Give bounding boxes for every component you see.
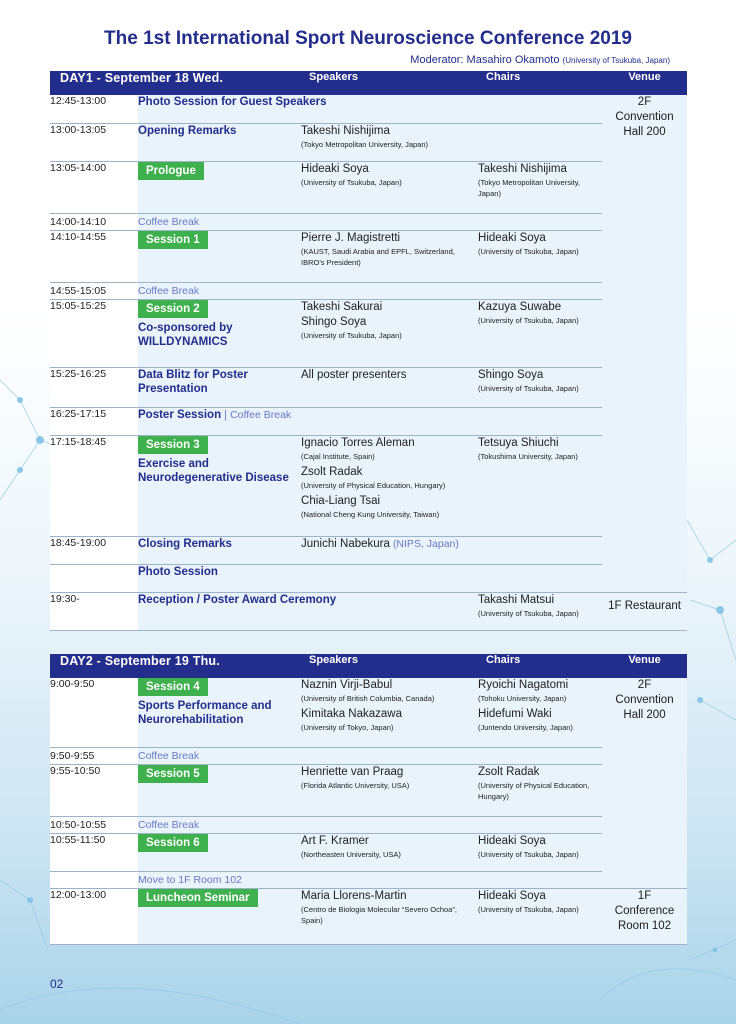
chair-affiliation: (University of Tsukuba, Japan) (478, 904, 579, 914)
venue-line: 1F (637, 889, 652, 902)
chair-affiliation: (University of Tsukuba, Japan) (478, 383, 579, 393)
speaker-name: Takeshi Nishijima (301, 124, 390, 137)
program-title: Opening Remarks (138, 124, 237, 137)
time-cell: 14:10-14:55 (50, 230, 138, 282)
speaker-affiliation: (University of Tokyo, Japan) (301, 723, 394, 732)
session-badge: Session 1 (138, 231, 208, 249)
day2-header-row (50, 654, 687, 678)
coffee-break: Coffee Break (138, 215, 200, 228)
table-row (50, 564, 687, 592)
table-row (50, 282, 687, 299)
speaker-name: Takeshi Sakurai (301, 300, 383, 313)
speaker-affiliation: (University of Physical Education, Hungary) (301, 480, 446, 490)
program-title: Co-sponsored by WILLDYNAMICS (138, 321, 233, 348)
speaker-affiliation: (Cajal Institute, Spain) (301, 451, 375, 461)
speaker-name: Maria Llorens-Martin (301, 889, 407, 902)
venue-header: Venue (602, 654, 687, 678)
chair-affiliation: (University of Tsukuba, Japan) (478, 246, 579, 256)
time-cell: 17:15-18:45 (50, 435, 138, 536)
speaker-name: Pierre J. Magistretti (301, 231, 401, 244)
speakers-header: Speakers (301, 71, 478, 95)
chair-name: Takeshi Nishijima (478, 162, 567, 175)
chair-affiliation: (University of Tsukuba, Japan) (478, 849, 579, 859)
chair-name: Ryoichi Nagatomi (478, 679, 569, 691)
separator: | (221, 408, 231, 421)
table-row (50, 161, 687, 213)
table-row (50, 747, 687, 764)
chair-affiliation: (Tohoku University, Japan) (478, 694, 567, 703)
time-cell: 10:50-10:55 (50, 816, 138, 833)
program-title: Poster Session (138, 408, 222, 421)
coffee-break: Coffee Break (138, 284, 200, 297)
day1-header-row (50, 71, 687, 95)
day2-schedule-table (50, 654, 687, 945)
speaker-affiliation: (Florida Atlantic University, USA) (301, 780, 410, 790)
speaker-name: Hideaki Soya (301, 162, 369, 175)
table-row (50, 299, 687, 367)
time-cell: 12:00-13:00 (50, 888, 138, 944)
program-title: Photo Session for Guest Speakers (138, 96, 327, 108)
venue-cell: 1F Restaurant (602, 592, 687, 630)
venue-cell (602, 95, 687, 592)
time-cell: 14:00-14:10 (50, 213, 138, 230)
chairs-header: Chairs (478, 654, 602, 678)
venue-cell (602, 888, 687, 944)
venue-line: Conference (614, 904, 675, 917)
table-row (50, 230, 687, 282)
time-cell: 13:00-13:05 (50, 123, 138, 161)
speaker-affiliation: (National Cheng Kung University, Taiwan) (301, 509, 440, 519)
chair-affiliation: (University of Physical Education, Hungary) (478, 780, 590, 801)
venue-line: Hall 200 (623, 709, 666, 721)
time-cell: 13:05-14:00 (50, 161, 138, 213)
chair-affiliation: (University of Tsukuba, Japan) (478, 315, 579, 325)
venue-line: Hall 200 (623, 126, 666, 138)
table-row (50, 536, 687, 564)
speaker-affiliation: (KAUST, Saudi Arabia and EPFL, Switzerland, IBRO's President) (301, 246, 455, 267)
chair-affiliation: (Tokyo Metropolitan University, Japan) (478, 177, 580, 198)
chair-name: Tetsuya Shiuchi (478, 436, 559, 449)
program-title: Reception / Poster Award Ceremony (138, 593, 337, 606)
table-row (50, 213, 687, 230)
chair-name: Kazuya Suwabe (478, 300, 562, 313)
time-cell: 9:00-9:50 (50, 678, 138, 747)
venue-line: 2F (637, 679, 652, 691)
moderator-label: Moderator: Masahiro Okamoto (410, 54, 560, 66)
speaker-name: Junichi Nabekura (301, 537, 390, 550)
table-row (50, 95, 687, 123)
time-cell (50, 871, 138, 888)
chair-name: Shingo Soya (478, 368, 544, 381)
session-badge: Session 4 (138, 678, 208, 696)
program-title: Closing Remarks (138, 537, 232, 550)
day1-schedule-table (50, 71, 687, 631)
chair-name: Takashi Matsui (478, 593, 555, 606)
table-row (50, 123, 687, 161)
time-cell: 18:45-19:00 (50, 536, 138, 564)
venue-cell (602, 678, 687, 888)
speaker-name: Art F. Kramer (301, 834, 369, 847)
coffee-break: Coffee Break (138, 749, 200, 762)
chairs-header: Chairs (478, 71, 602, 95)
venue-line: Room 102 (617, 919, 672, 932)
chair-affiliation: (Juntendo University, Japan) (478, 723, 573, 732)
time-cell: 15:25-16:25 (50, 367, 138, 407)
time-cell: 9:50-9:55 (50, 747, 138, 764)
speaker-name: Zsolt Radak (301, 465, 363, 478)
time-cell: 12:45-13:00 (50, 95, 138, 123)
speaker-affiliation: (University of Tsukuba, Japan) (301, 330, 402, 340)
speaker-name: Naznin Virji-Babul (301, 679, 393, 691)
venue-header: Venue (602, 71, 687, 95)
day2-heading: DAY2 - September 19 Thu. (50, 654, 301, 678)
time-cell: 10:55-11:50 (50, 833, 138, 871)
speaker-affiliation: (Northeasten University, USA) (301, 849, 401, 859)
moderator (410, 54, 670, 66)
time-cell: 16:25-17:15 (50, 407, 138, 435)
session-badge: Prologue (138, 162, 204, 180)
chair-name: Zsolt Radak (478, 765, 540, 778)
chair-affiliation: (Tokushima University, Japan) (478, 451, 578, 461)
venue-line: Convention (615, 694, 674, 706)
session-badge: Session 2 (138, 300, 208, 318)
page-number: 02 (50, 977, 64, 991)
chair-name: Hideaki Soya (478, 889, 546, 902)
speaker-name: Chia-Liang Tsai (301, 494, 381, 507)
page-title: The 1st International Sport Neuroscience Conference 2019 (104, 28, 632, 49)
move-note: Move to 1F Room 102 (138, 873, 242, 886)
chair-affiliation: (University of Tsukuba, Japan) (478, 608, 579, 618)
program-title: Photo Session (138, 565, 218, 578)
time-cell: 14:55-15:05 (50, 282, 138, 299)
time-cell: 19:30- (50, 592, 138, 630)
speakers-header: Speakers (301, 654, 478, 678)
table-row (50, 833, 687, 871)
speaker-affiliation: (University of British Columbia, Canada) (301, 694, 435, 703)
time-cell (50, 564, 138, 592)
speaker-name: Kimitaka Nakazawa (301, 708, 402, 720)
table-row (50, 435, 687, 536)
chair-name: Hidefumi Waki (478, 708, 552, 720)
speaker-affiliation: (University of Tsukuba, Japan) (301, 177, 402, 187)
speaker-affiliation: (NIPS, Japan) (392, 537, 459, 550)
session-badge: Session 5 (138, 765, 208, 783)
speaker-affiliation: (Centro de Biologia Molecular “Severo Ochoa”, Spain) (301, 904, 457, 925)
session-badge: Luncheon Seminar (138, 889, 258, 907)
speaker-name: Ignacio Torres Aleman (301, 436, 415, 449)
day1-heading: DAY1 - September 18 Wed. (50, 71, 301, 95)
chair-name: Hideaki Soya (478, 834, 546, 847)
moderator-affiliation: (University of Tsukuba, Japan) (562, 56, 670, 65)
program-title: Sports Performance and Neurorehabilitation (138, 700, 272, 726)
table-row (50, 764, 687, 816)
table-row (50, 888, 687, 944)
speaker-name: Henriette van Praag (301, 765, 404, 778)
speaker-affiliation: (Tokyo Metropolitan University, Japan) (301, 139, 429, 149)
time-cell: 9:55-10:50 (50, 764, 138, 816)
speaker-name: Shingo Soya (301, 315, 367, 328)
session-badge: Session 3 (138, 436, 208, 454)
table-row (50, 592, 687, 630)
coffee-break: Coffee Break (138, 818, 200, 831)
table-row (50, 871, 687, 888)
table-row (50, 407, 687, 435)
coffee-break: Coffee Break (230, 408, 292, 421)
table-row (50, 816, 687, 833)
time-cell: 15:05-15:25 (50, 299, 138, 367)
program-title: Exercise and Neurodegenerative Disease (138, 457, 289, 484)
program-title: Data Blitz for Poster Presentation (138, 368, 248, 395)
session-badge: Session 6 (138, 834, 208, 852)
chair-name: Hideaki Soya (478, 231, 546, 244)
speaker-name: All poster presenters (301, 368, 407, 381)
table-row (50, 678, 687, 747)
venue-line: 2F (637, 96, 652, 108)
venue-line: Convention (615, 111, 674, 123)
table-row (50, 367, 687, 407)
